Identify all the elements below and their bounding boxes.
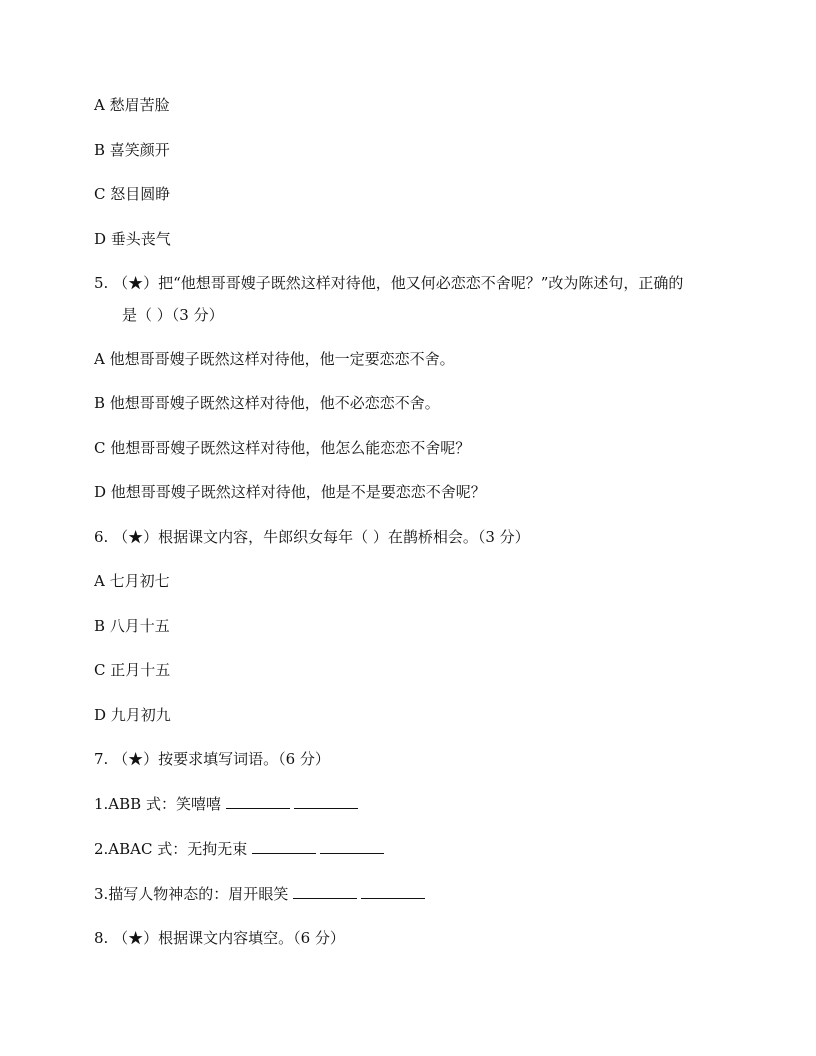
answer-blank[interactable] bbox=[294, 794, 358, 809]
q5-option-d: D 他想哥哥嫂子既然这样对待他，他是不是要恋恋不舍呢？ bbox=[94, 483, 486, 501]
answer-blank[interactable] bbox=[252, 839, 316, 854]
q5-stem: 5. （★）把“他想哥哥嫂子既然这样对待他，他又何必恋恋不舍呢？”改为陈述句，正确的 bbox=[94, 274, 684, 292]
q4-option-d: D 垂头丧气 bbox=[94, 230, 171, 248]
answer-blank[interactable] bbox=[320, 839, 384, 854]
q7-item-2 bbox=[94, 839, 388, 859]
q8-stem: 8. （★）根据课文内容填空。（6 分） bbox=[94, 929, 345, 947]
q6-stem: 6. （★）根据课文内容，牛郎织女每年（ ）在鹊桥相会。（3 分） bbox=[94, 528, 530, 546]
q7-item-3-label: 3.描写人物神态的：眉开眼笑 bbox=[94, 885, 289, 903]
q7-stem: 7. （★）按要求填写词语。（6 分） bbox=[94, 750, 330, 768]
answer-blank[interactable] bbox=[361, 884, 425, 899]
q5-option-a: A 他想哥哥嫂子既然这样对待他，他一定要恋恋不舍。 bbox=[94, 350, 455, 368]
answer-blank[interactable] bbox=[293, 884, 357, 899]
q6-option-a: A 七月初七 bbox=[94, 572, 170, 590]
q6-option-c: C 正月十五 bbox=[94, 661, 171, 679]
q4-option-b: B 喜笑颜开 bbox=[94, 141, 170, 159]
q4-option-a: A 愁眉苦脸 bbox=[94, 96, 170, 114]
q7-item-2-label: 2.ABAC 式：无拘无束 bbox=[94, 840, 248, 858]
q5-option-c: C 他想哥哥嫂子既然这样对待他，他怎么能恋恋不舍呢？ bbox=[94, 439, 471, 457]
q7-item-1-label: 1.ABB 式：笑嘻嘻 bbox=[94, 795, 221, 813]
q5-option-b: B 他想哥哥嫂子既然这样对待他，他不必恋恋不舍。 bbox=[94, 394, 440, 412]
q6-option-b: B 八月十五 bbox=[94, 617, 170, 635]
q4-option-c: C 怒目圆睁 bbox=[94, 185, 171, 203]
q6-option-d: D 九月初九 bbox=[94, 706, 171, 724]
q7-item-1 bbox=[94, 794, 362, 814]
answer-blank[interactable] bbox=[226, 794, 290, 809]
q5-stem-continued: 是（ ）（3 分） bbox=[122, 306, 224, 324]
q7-item-3 bbox=[94, 884, 429, 904]
